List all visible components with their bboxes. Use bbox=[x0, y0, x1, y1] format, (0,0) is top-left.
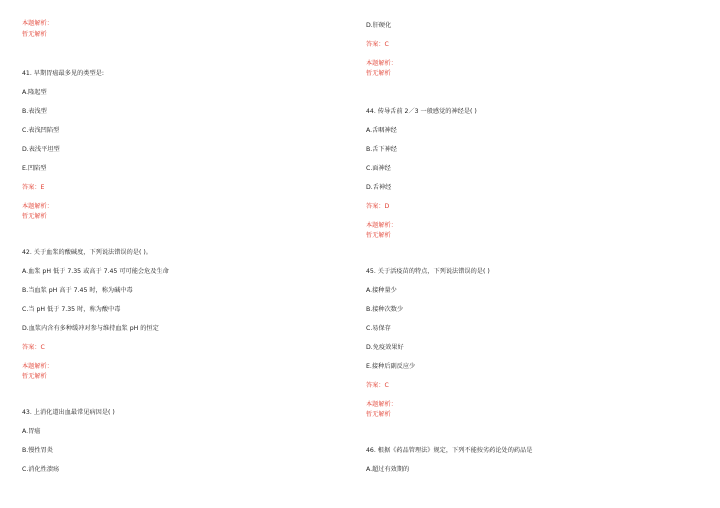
option-41-c: C.表浅凹陷型 bbox=[22, 127, 60, 134]
answer-44: 答案：D bbox=[366, 203, 390, 210]
answer-41: 答案：E bbox=[22, 184, 45, 191]
option-42-c: C.当 pH 低于 7.35 时，称为酸中毒 bbox=[22, 306, 121, 313]
question-45: 45. 关于活疫苗的特点，下列说法错误的是( ) bbox=[366, 268, 490, 275]
option-41-e: E.凹陷型 bbox=[22, 165, 47, 172]
analysis-label-44: 本题解析： bbox=[366, 222, 397, 229]
option-42-b: B.当血浆 pH 高于 7.45 时，称为碱中毒 bbox=[22, 287, 133, 294]
option-45-a: A.接种量少 bbox=[366, 287, 397, 294]
analysis-label-45: 本题解析： bbox=[366, 401, 397, 408]
answer-45: 答案：C bbox=[366, 382, 389, 389]
option-42-d: D.血浆内含有多种缓冲对参与维持血浆 pH 的恒定 bbox=[22, 325, 159, 332]
option-41-d: D.表浅平坦型 bbox=[22, 146, 60, 153]
analysis-label-41: 本题解析： bbox=[22, 203, 53, 210]
option-44-a: A.舌咽神经 bbox=[366, 127, 397, 134]
analysis-text-42: 暂无解析 bbox=[22, 373, 47, 380]
analysis-text-40: 暂无解析 bbox=[366, 70, 391, 77]
analysis-text-45: 暂无解析 bbox=[366, 411, 391, 418]
option-41-b: B.表浅型 bbox=[22, 108, 47, 115]
option-45-e: E.接种后副反应少 bbox=[366, 363, 416, 370]
answer-42: 答案：C bbox=[22, 344, 45, 351]
option-44-d: D.舌神经 bbox=[366, 184, 392, 191]
question-44: 44. 传导舌前 2／3 一般感觉的神经是( ) bbox=[366, 108, 477, 115]
option-45-b: B.接种次数少 bbox=[366, 306, 404, 313]
answer-40: 答案：C bbox=[366, 41, 389, 48]
question-43: 43. 上消化道出血最常见病因是( ) bbox=[22, 409, 115, 416]
analysis-text: 暂无解析 bbox=[22, 31, 47, 38]
analysis-label: 本题解析： bbox=[22, 20, 53, 27]
analysis-text-44: 暂无解析 bbox=[366, 232, 391, 239]
option-43-c: C.消化性溃疡 bbox=[22, 466, 60, 473]
analysis-label-42: 本题解析： bbox=[22, 363, 53, 370]
question-46: 46. 根据《药品管理法》规定，下列不能按劣药论处的药品是 bbox=[366, 447, 533, 454]
option-44-c: C.面神经 bbox=[366, 165, 391, 172]
option-41-a: A.隆起型 bbox=[22, 89, 47, 96]
analysis-label-40: 本题解析： bbox=[366, 60, 397, 67]
option-40-d: D.肝硬化 bbox=[366, 22, 392, 29]
question-41: 41. 早期胃癌最多见的类型是: bbox=[22, 70, 104, 77]
option-43-a: A.胃癌 bbox=[22, 428, 41, 435]
option-43-b: B.慢性胃炎 bbox=[22, 447, 53, 454]
analysis-text-41: 暂无解析 bbox=[22, 213, 47, 220]
option-44-b: B.舌下神经 bbox=[366, 146, 397, 153]
option-45-d: D.免疫效果好 bbox=[366, 344, 404, 351]
option-45-c: C.易保存 bbox=[366, 325, 391, 332]
question-42: 42. 关于血浆的酸碱度，下列说法错误的是( )。 bbox=[22, 249, 152, 256]
option-42-a: A.血浆 pH 低于 7.35 或高于 7.45 可可能会危及生命 bbox=[22, 268, 169, 275]
option-46-a: A.超过有效期的 bbox=[366, 466, 410, 473]
